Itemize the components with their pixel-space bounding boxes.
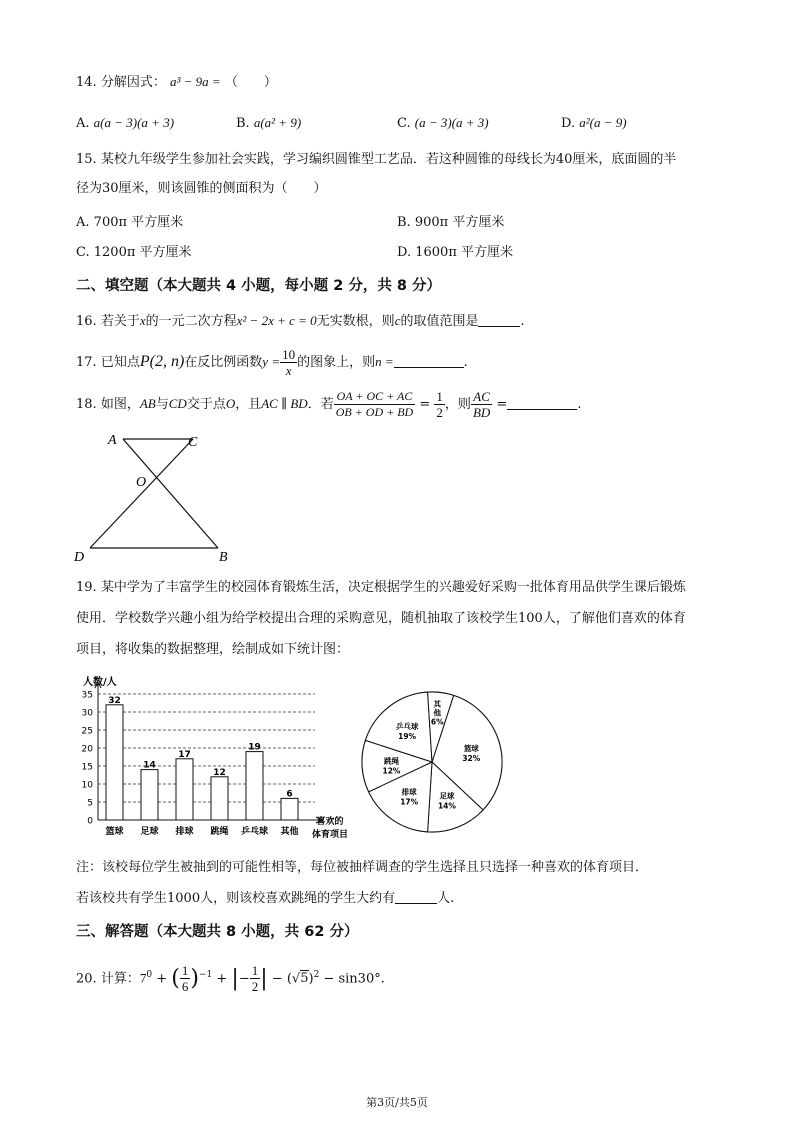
category-label: 排球 — [175, 827, 194, 837]
q14-option-d: D. a²(a − 9) — [561, 115, 627, 131]
q14-option-b: B. a(a² + 9) — [236, 115, 302, 131]
section-2-title: 二、填空题（本大题共 4 小题，每小题 2 分，共 8 分） — [76, 278, 442, 294]
y-tick-25: 25 — [81, 726, 93, 737]
pie-label-name: 跳绳 — [383, 756, 399, 766]
category-label: 足球 — [140, 827, 159, 837]
q19-answer-blank[interactable] — [395, 889, 437, 904]
label-b: B — [219, 550, 228, 565]
pie-label-name: 他 — [433, 708, 442, 718]
bar-乒乓球 — [246, 752, 263, 820]
bar-value-label: 19 — [248, 742, 261, 753]
y-tick-35: 35 — [81, 690, 93, 701]
bar-chart-xlabel-1: 喜欢的 — [316, 817, 344, 827]
label-d: D — [74, 550, 85, 565]
y-tick-0: 0 — [87, 816, 93, 827]
bar-篮球 — [106, 705, 123, 820]
segment-ab — [123, 439, 218, 548]
label-o: O — [136, 475, 147, 490]
pie-label-pct: 19% — [398, 731, 417, 741]
q14-option-a: A. a(a − 3)(a + 3) — [76, 115, 175, 131]
pie-label-pct: 32% — [462, 753, 481, 763]
bar-足球 — [141, 770, 158, 820]
bar-value-label: 12 — [213, 767, 226, 778]
category-label: 篮球 — [105, 827, 124, 837]
q18-stem: 18. 如图，AB与CD交于点O，且AC ∥ BD．若 $\frac{OA + OC + AC}{OB + OD + BD}$ = $\frac{1}{2}$ ，则 $\frac{AC}{BD}$ = . — [76, 389, 582, 420]
q15-line-2: 径为30厘米，则该圆锥的侧面积为（ ） — [76, 181, 327, 196]
bar-排球 — [176, 759, 193, 820]
q17-stem: 17. 已知点P(2, n)在反比例函数y = $\frac{10}{x}$ 的图象上，则n = . — [76, 347, 468, 378]
bar-value-label: 17 — [178, 749, 191, 760]
bar-chart-xlabel-2: 体育项目 — [311, 830, 349, 840]
y-tick-15: 15 — [81, 762, 93, 773]
q15-option-a: A. 700π 平方厘米 — [76, 215, 184, 230]
q15-option-b: B. 900π 平方厘米 — [397, 215, 505, 230]
q18-answer-blank[interactable] — [507, 395, 577, 410]
q14-expression: a³ − 9a = — [169, 74, 221, 89]
pie-label-pct: 12% — [382, 766, 401, 776]
pie-label-pct: 6% — [430, 717, 444, 727]
q18-geometry-figure — [70, 428, 240, 568]
q19-line-2: 使用．学校数学兴趣小组为给学校提出合理的采购意见，随机抽取了该校学生100人，了解他们喜欢的体育 — [76, 611, 686, 626]
q14-option-c: C. (a − 3)(a + 3) — [397, 115, 489, 131]
pie-label-name: 排球 — [401, 787, 417, 797]
y-tick-20: 20 — [81, 744, 93, 755]
bar-value-label: 14 — [143, 760, 156, 771]
y-tick-30: 30 — [81, 708, 93, 719]
section-3-title: 三、解答题（本大题共 8 小题，共 62 分） — [76, 924, 359, 940]
bar-跳绳 — [211, 777, 228, 820]
q16-equation: x² − 2x + c = 0 — [236, 313, 317, 328]
category-label: 跳绳 — [210, 827, 229, 837]
bar-chart — [70, 672, 360, 847]
bar-value-label: 32 — [108, 695, 121, 706]
category-label: 乒乓球 — [240, 827, 269, 837]
pie-label-pct: 17% — [400, 797, 419, 807]
q16-stem: 16. 若关于x的一元二次方程x² − 2x + c = 0无实数根，则c的取值范围是 . — [76, 313, 525, 329]
pie-label-name: 乒乓球 — [395, 721, 419, 731]
q19-question: 若该校共有学生1000人，则该校喜欢跳绳的学生大约有 人. — [76, 891, 455, 906]
q19-note: 注：该校每位学生被抽到的可能性相等，每位被抽样调查的学生选择且只选择一种喜欢的体育项目． — [76, 860, 649, 875]
bar-chart-ylabel: 人数/人 — [83, 677, 117, 688]
q15-option-d: D. 1600π 平方厘米 — [397, 245, 513, 260]
label-c: C — [188, 435, 198, 450]
q19-line-1: 19. 某中学为了丰富学生的校园体育锻炼生活，决定根据学生的兴趣爱好采购一批体育用品供学生课后锻炼 — [76, 580, 686, 595]
y-tick-10: 10 — [81, 780, 93, 791]
category-label: 其他 — [280, 827, 299, 837]
label-a: A — [108, 433, 117, 448]
q16-answer-blank[interactable] — [478, 312, 520, 327]
pie-chart — [358, 688, 506, 836]
q15-line-1: 15. 某校九年级学生参加社会实践，学习编织圆锥型工艺品．若这种圆锥的母线长为40厘米，底面圆的半 — [76, 152, 677, 167]
q17-answer-blank[interactable] — [394, 353, 464, 368]
segment-cd — [90, 439, 193, 548]
q19-line-3: 项目，将收集的数据整理，绘制成如下统计图： — [76, 642, 350, 657]
q20-stem: 20. 计算：$7^0$ + ( $\frac{1}{6}$ )$^{-1}$ + |− $\frac{1}{2}$ | − $(√5)^2 - \sin 30^\circ$. — [76, 963, 385, 995]
q17-point: P(2, n) — [139, 353, 185, 370]
bar-其他 — [281, 798, 298, 820]
pie-label-name: 篮球 — [463, 743, 479, 753]
page-footer: 第3页/共5页 — [366, 1096, 428, 1109]
pie-label-name: 其 — [433, 699, 442, 709]
pie-label-pct: 14% — [437, 801, 456, 811]
q15-option-c: C. 1200π 平方厘米 — [76, 245, 192, 260]
q14-stem: 14. 分解因式： a³ − 9a = （ ） — [76, 74, 277, 90]
bar-value-label: 6 — [286, 789, 293, 800]
y-tick-5: 5 — [87, 798, 93, 809]
pie-label-name: 足球 — [439, 791, 455, 801]
